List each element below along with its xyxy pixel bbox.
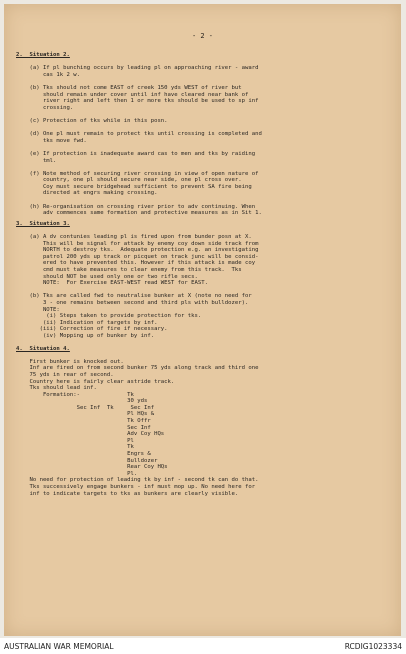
text-line: Pl HQs & [16,411,155,418]
text-line: directed at engrs making crossing. [16,190,158,197]
section-heading: 4. Situation 4. [16,345,70,352]
text-line: Pl [16,437,134,444]
text-line: NORTH to destroy tks. Adequate protection e.g. an investigating [16,247,259,254]
text-line [16,164,392,171]
text-line: NOTE: [16,306,60,313]
document-body [16,52,392,503]
footer-record-id: RCDIG1023334 [344,642,402,651]
text-line: (ii) Indication of targets by inf. [16,319,158,326]
text-line: tml. [16,157,57,164]
text-line [16,287,392,294]
section [16,346,392,498]
text-line: (c) Protection of tks while in this posn. [16,117,168,124]
footer-institution: AUSTRALIAN WAR MEMORIAL [4,642,114,651]
text-line: Formation:- Tk [16,391,134,398]
text-line: No need for protection of leading tk by inf - second tk can do that. [16,477,259,484]
text-line: Country here is fairly clear astride track. [16,378,175,385]
text-line: First bunker is knocked out. [16,358,124,365]
text-line: (b) Tks should not come EAST of creek 150 yds WEST of river but [16,84,242,91]
text-line: patrol 200 yds up track or picquet on track junc will be consid- [16,253,259,260]
text-line: Sec Inf Tk Sec Inf [16,404,155,411]
document-page [4,4,401,636]
text-line: (h) Re-organisation on crossing river prior to adv continuing. When [16,203,256,210]
text-line: 30 yds [16,398,148,405]
text-line: This will be signal for attack by enemy coy down side track from [16,240,259,247]
section [16,221,392,340]
text-line: Sec Inf [16,424,151,431]
text-line: NOTE: For Exercise EAST-WEST read WEST for EAST. [16,280,208,287]
text-line: tks move fwd. [16,137,87,144]
text-line: Coy must secure bridgehead sufficient to prevent SA fire being [16,183,252,190]
text-line [16,144,392,151]
text-line: (d) One pl must remain to protect tks until crossing is completed and [16,131,262,138]
text-line: cmd must take measures to clear enemy from this track. Tks [16,267,242,273]
text-line: Pl. [16,470,138,477]
text-line: Tk Offr [16,418,151,425]
text-line: Tks should lead inf. [16,385,97,392]
text-line [16,197,392,204]
text-line: should NOT be used only one or two rifle secs. [16,273,198,280]
text-line: ered to have prevented this. However if this attack is made coy [16,260,256,267]
text-line: river right and left then 1 or more tks should be used to sp inf [16,98,259,105]
text-line [16,78,392,85]
text-line [16,111,392,118]
text-line: inf to indicate targets to tks as bunkers are clearly visible. [16,490,239,497]
text-line: (iii) Correction of fire if necessary. [16,326,168,333]
text-line: Engrs & [16,451,151,458]
text-line: Adv Coy HQs [16,431,165,438]
text-line [16,125,392,132]
text-line: 75 yds in rear of second. [16,371,114,378]
text-line: (iv) Mopping up of bunker by inf. [16,332,155,339]
section-heading: 3. Situation 3. [16,220,70,227]
page-number: - 2 - [191,32,214,40]
text-line: (b) Tks are called fwd to neutralise bunker at X (note no need for [16,293,252,300]
text-line: Rear Coy HQs [16,464,168,471]
text-line: should remain under cover until inf have cleared near bank of [16,91,249,98]
text-line: (i) Steps taken to provide protection for tks. [16,313,202,320]
text-line: adv commences same formation and protective measures as in Sit 1. [16,210,262,217]
text-line: country, one pl should secure near side, one pl cross over. [16,177,242,184]
text-line: (e) If protection is inadequate award cas to men and tks by raiding [16,150,256,157]
text-line: (a) If pl bunching occurs by leading pl on approaching river - award [16,65,259,72]
text-line: Inf are fired on from second bunker 75 yds along track and third one [16,365,259,372]
text-line: (f) Note method of securing river crossing in view of open nature of [16,170,259,177]
section-heading: 2. Situation 2. [16,52,70,58]
text-line: 3 - one remains between second and third pls with bulldozer). [16,299,249,306]
section [16,52,392,217]
text-line: Bulldozer [16,457,158,464]
text-line: Tk [16,444,134,451]
archive-footer [0,638,406,654]
text-line: cas 1k 2 w. [16,71,80,78]
text-line: (a) A dv contunies leading pl is fired upon from bunder posn at X. [16,234,252,241]
text-line: Tks successively engage bunkers - inf must mop up. No need here for [16,484,256,490]
text-line: crossing. [16,104,74,111]
